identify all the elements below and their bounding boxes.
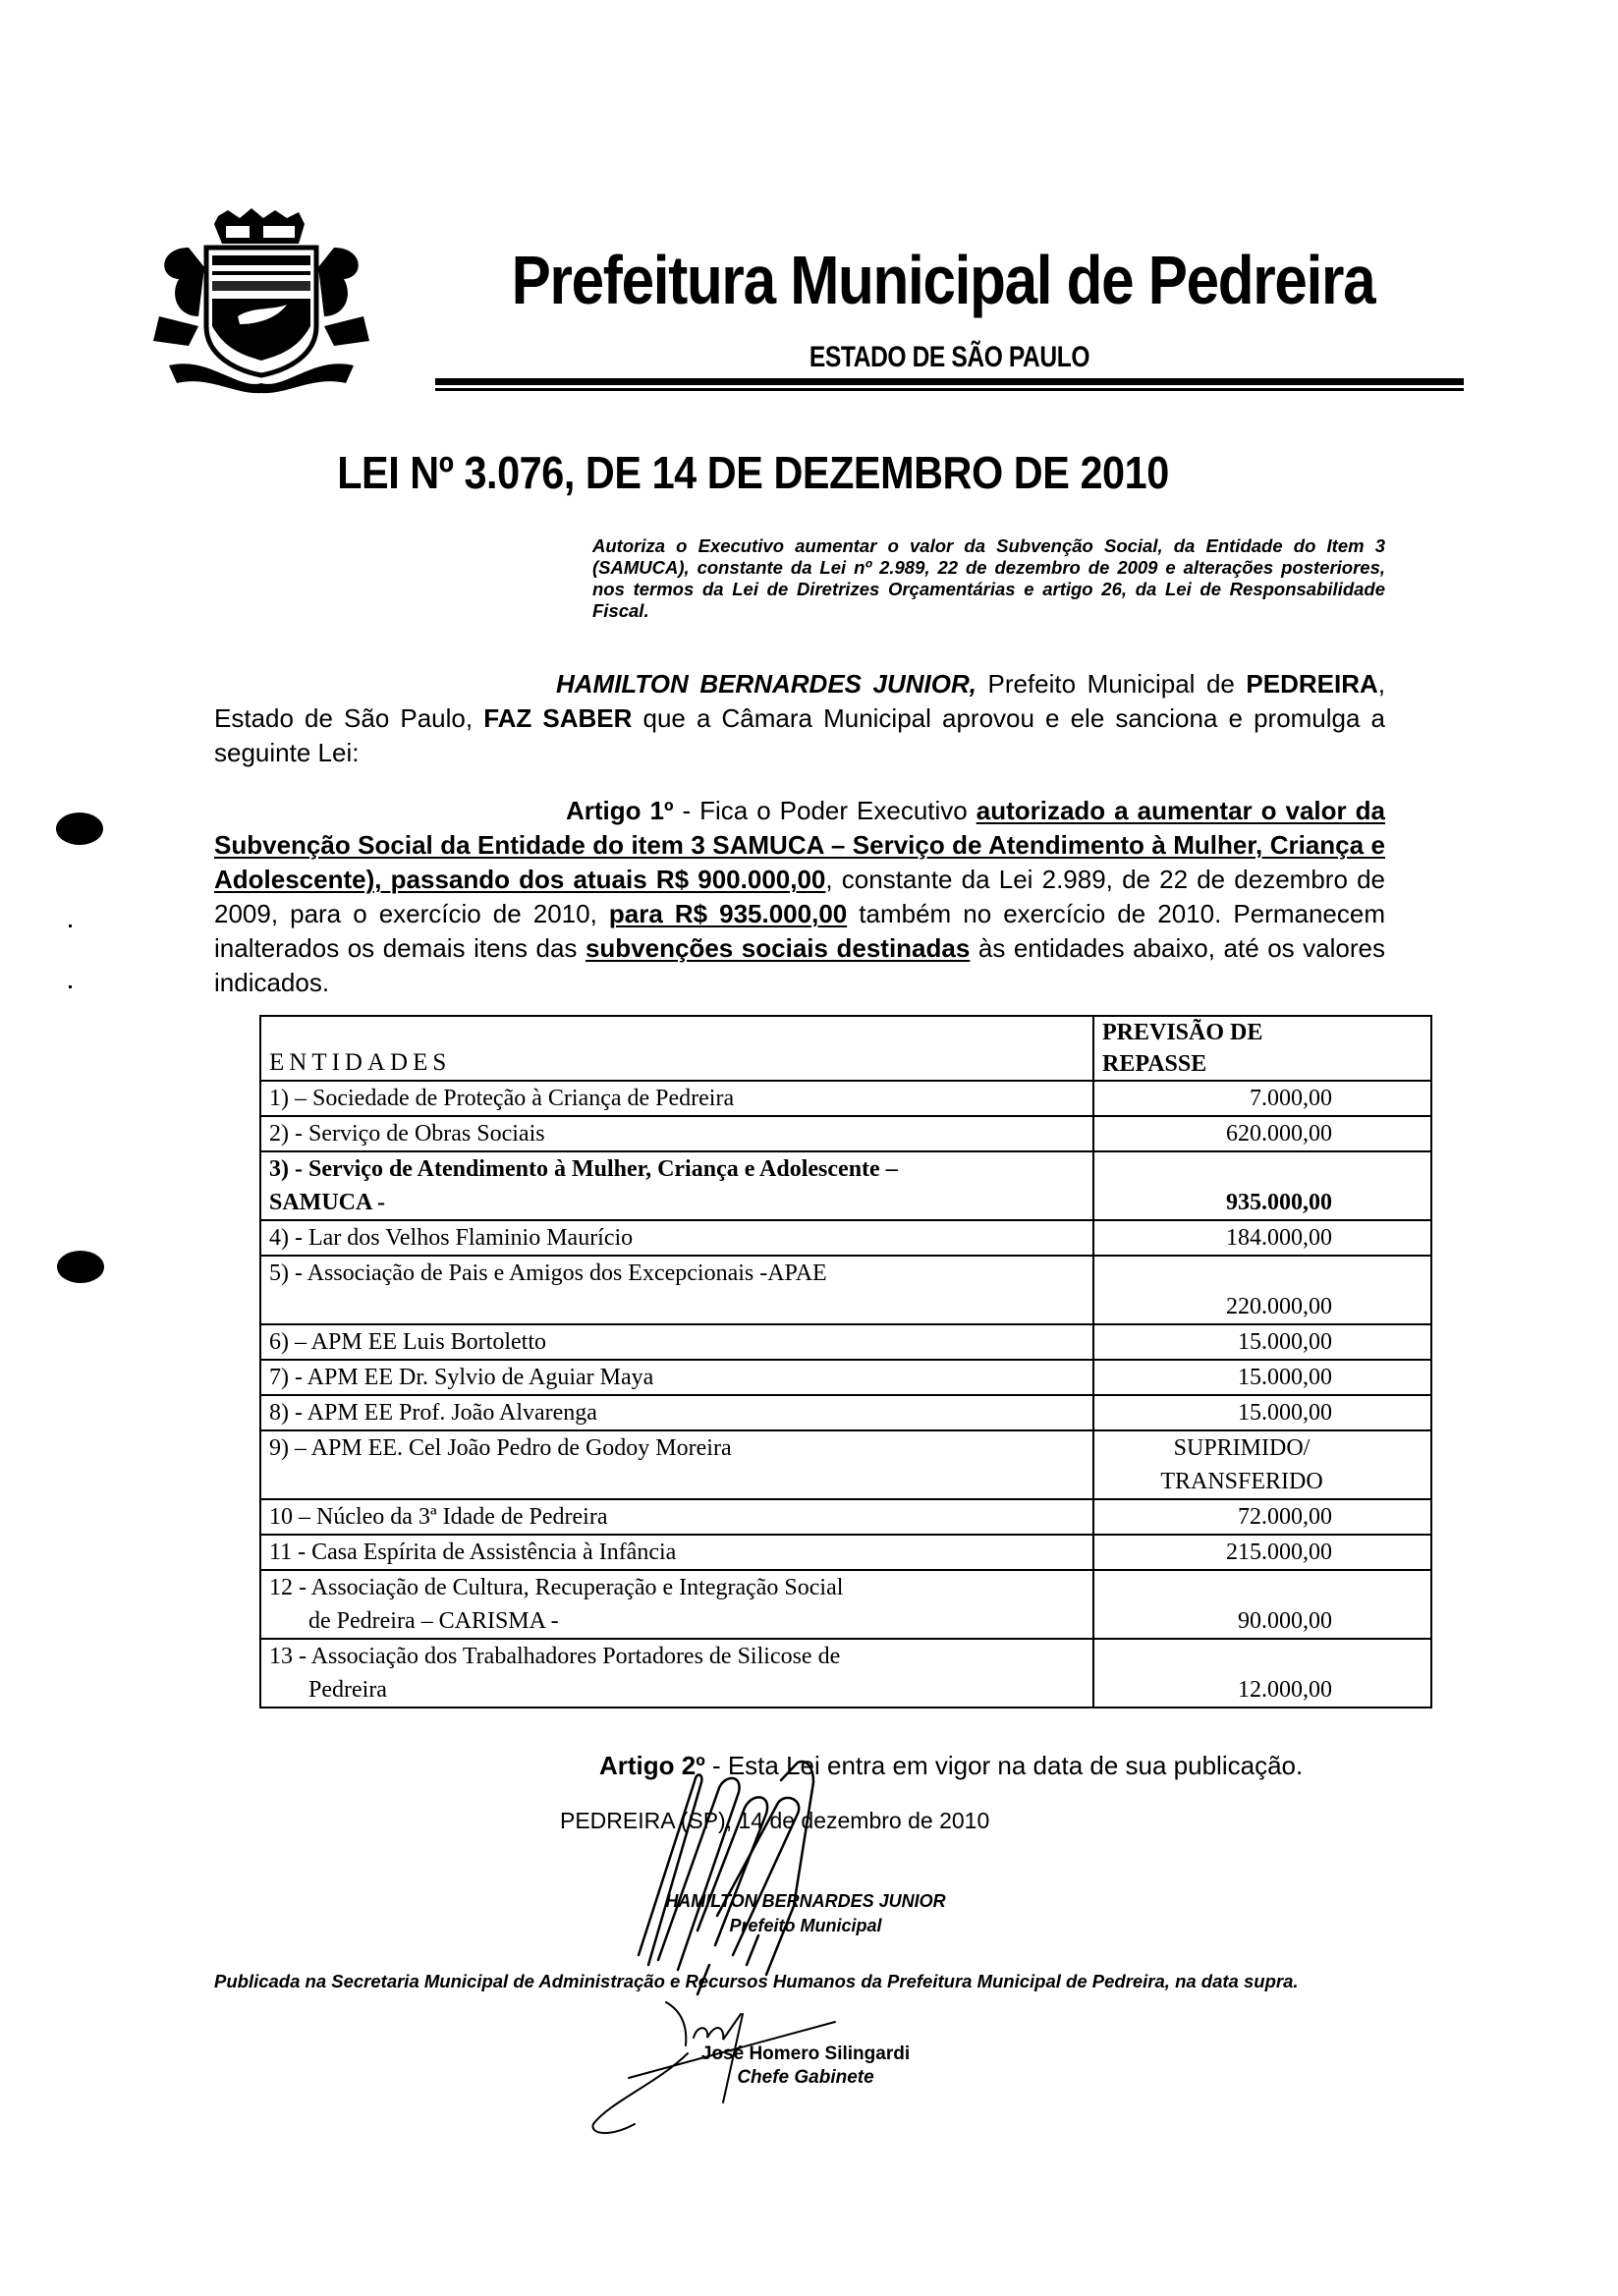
amount-cell: 72.000,00 (1093, 1499, 1431, 1535)
header-line: REPASSE (1102, 1051, 1207, 1077)
coat-of-arms-icon (149, 208, 373, 395)
preamble-text: que a Câmara Municipal aprovou e ele sanciona e promulga a seguinte Lei: (214, 703, 1386, 767)
amount-cell: 184.000,00 (1093, 1220, 1431, 1256)
signatory-2-role: Chefe Gabinete (737, 2067, 874, 2088)
amount-cell: 12.000,00 (1093, 1639, 1431, 1708)
amount-cell: 15.000,00 (1093, 1360, 1431, 1395)
entity-cell (260, 1430, 1093, 1499)
entity-cell (260, 1256, 1093, 1324)
entity-line: Pedreira (308, 1677, 387, 1703)
artigo-2-label: Artigo 2º (599, 1751, 705, 1780)
amount-line: SUPRIMIDO/ (1173, 1435, 1311, 1461)
amount-cell: 15.000,00 (1093, 1395, 1431, 1430)
entity-cell (260, 1151, 1093, 1220)
letterhead-rule-thin (435, 388, 1464, 391)
artigo-1-new-value: para R$ 935.000,00 (608, 899, 848, 928)
amount-cell: 935.000,00 (1093, 1151, 1431, 1220)
amount-cell (1093, 1430, 1431, 1499)
faz-saber: FAZ SABER (483, 703, 633, 733)
table-row (260, 1395, 1431, 1430)
city-name: PEDREIRA (1246, 669, 1378, 699)
column-header-previsao (1093, 1016, 1431, 1081)
date-line: PEDREIRA (SP), 14 de dezembro de 2010 (560, 1808, 990, 1833)
entity-line: de Pedreira – CARISMA - (308, 1608, 559, 1634)
amount-cell: 90.000,00 (1093, 1570, 1431, 1639)
artigo-1-paragraph (214, 794, 1385, 1000)
entity-line: 12 - Associação de Cultura, Recuperação e Integração Social (269, 1575, 844, 1600)
artigo-1-label: Artigo 1º (566, 796, 674, 825)
entity-line: 5) - Associação de Pais e Amigos dos Excepcionais -APAE (269, 1260, 827, 1286)
artigo-1-underlined: subvenções sociais destinadas (585, 933, 971, 963)
table-row (260, 1360, 1431, 1395)
table-row (260, 1499, 1431, 1535)
scan-speck (69, 924, 72, 927)
artigo-1-text: - Fica o Poder Executivo (673, 796, 976, 825)
preamble-paragraph (214, 667, 1385, 770)
entity-cell: 7) - APM EE Dr. Sylvio de Aguiar Maya (260, 1360, 1093, 1395)
letterhead-title: Prefeitura Municipal de Pedreira (511, 242, 1375, 318)
amount-cell: 15.000,00 (1093, 1324, 1431, 1360)
signatory-1-name: HAMILTON BERNARDES JUNIOR (665, 1891, 946, 1911)
entity-cell: 2) - Serviço de Obras Sociais (260, 1116, 1093, 1151)
table-header-row (260, 1016, 1431, 1081)
table-row (260, 1639, 1431, 1708)
scan-speck (69, 985, 72, 988)
preamble-text: Prefeito Municipal de (976, 669, 1247, 699)
table-row (260, 1116, 1431, 1151)
table-row (260, 1220, 1431, 1256)
entity-cell: 4) - Lar dos Velhos Flaminio Maurício (260, 1220, 1093, 1256)
entity-line: 13 - Associação dos Trabalhadores Portadores de Silicose de (269, 1644, 841, 1669)
artigo-1-underlined: autorizado a aumentar o valor da Subvenção Social da Entidade do item 3 SAMUCA – Serviço de Atendimento à Mulher, Criança e Adolescente), passando dos atuais R$ 900.000,00 (214, 796, 1385, 894)
letterhead-state: ESTADO DE SÃO PAULO (809, 341, 1090, 373)
table-row (260, 1256, 1431, 1324)
amount-cell: 220.000,00 (1093, 1256, 1431, 1324)
punch-hole (56, 812, 103, 845)
column-header-entidades: ENTIDADES (260, 1016, 1093, 1081)
table-row (260, 1151, 1431, 1220)
entity-cell: 1) – Sociedade de Proteção à Criança de Pedreira (260, 1081, 1093, 1116)
entity-line: 3) - Serviço de Atendimento à Mulher, Criança e Adolescente – (269, 1156, 898, 1182)
entity-cell: 8) - APM EE Prof. João Alvarenga (260, 1395, 1093, 1430)
table-row (260, 1324, 1431, 1360)
amount-cell: 215.000,00 (1093, 1535, 1431, 1570)
signatory-1-role: Prefeito Municipal (729, 1916, 882, 1935)
entity-cell (260, 1639, 1093, 1708)
artigo-2-text: - Esta Lei entra em vigor na data de sua publicação. (704, 1751, 1304, 1780)
entity-cell: 6) – APM EE Luis Bortoletto (260, 1324, 1093, 1360)
artigo-1-text: às entidades abaixo, até os valores indicados. (214, 933, 1385, 997)
law-title: LEI Nº 3.076, DE 14 DE DEZEMBRO DE 2010 (337, 447, 1169, 498)
table-row (260, 1535, 1431, 1570)
law-ementa: Autoriza o Executivo aumentar o valor da Subvenção Social, da Entidade do Item 3 (SAMUCA), constante da Lei nº 2.989, 22 de dezembro de 2009 e alterações posteriores, nos termos da Lei de Diretrizes Orçamentárias e artigo 26, da Lei de Responsabilidade Fiscal. (592, 535, 1385, 621)
entity-cell (260, 1570, 1093, 1639)
punch-hole (57, 1251, 104, 1283)
subsidy-table (259, 1015, 1432, 1708)
entity-line: 9) – APM EE. Cel João Pedro de Godoy Moreira (269, 1435, 732, 1461)
table-row (260, 1081, 1431, 1116)
artigo-2 (599, 1751, 1405, 1781)
entity-line: SAMUCA - (269, 1190, 385, 1215)
preamble-text: , Estado de São Paulo, (214, 669, 1386, 733)
mayor-name: HAMILTON BERNARDES JUNIOR, (556, 669, 976, 699)
artigo-1-text: , constante da Lei 2.989, de 22 de dezembro de 2009, para o exercício de 2010, (214, 865, 1386, 928)
artigo-1-text: também no exercício de 2010. Permanecem inalterados os demais itens das (214, 899, 1385, 963)
amount-line: TRANSFERIDO (1160, 1469, 1323, 1494)
entity-cell: 11 - Casa Espírita de Assistência à Infância (260, 1535, 1093, 1570)
amount-cell: 7.000,00 (1093, 1081, 1431, 1116)
table-row (260, 1570, 1431, 1639)
amount-cell: 620.000,00 (1093, 1116, 1431, 1151)
table-row (260, 1430, 1431, 1499)
publication-note: Publicada na Secretaria Municipal de Administração e Recursos Humanos da Prefeitura Municipal de Pedreira, na data supra. (214, 1971, 1299, 1991)
signatory-2-name: José Homero Silingardi (700, 2044, 911, 2064)
entity-cell: 10 – Núcleo da 3ª Idade de Pedreira (260, 1499, 1093, 1535)
header-line: PREVISÃO DE (1102, 1020, 1263, 1045)
letterhead-rule-thick (435, 378, 1464, 385)
